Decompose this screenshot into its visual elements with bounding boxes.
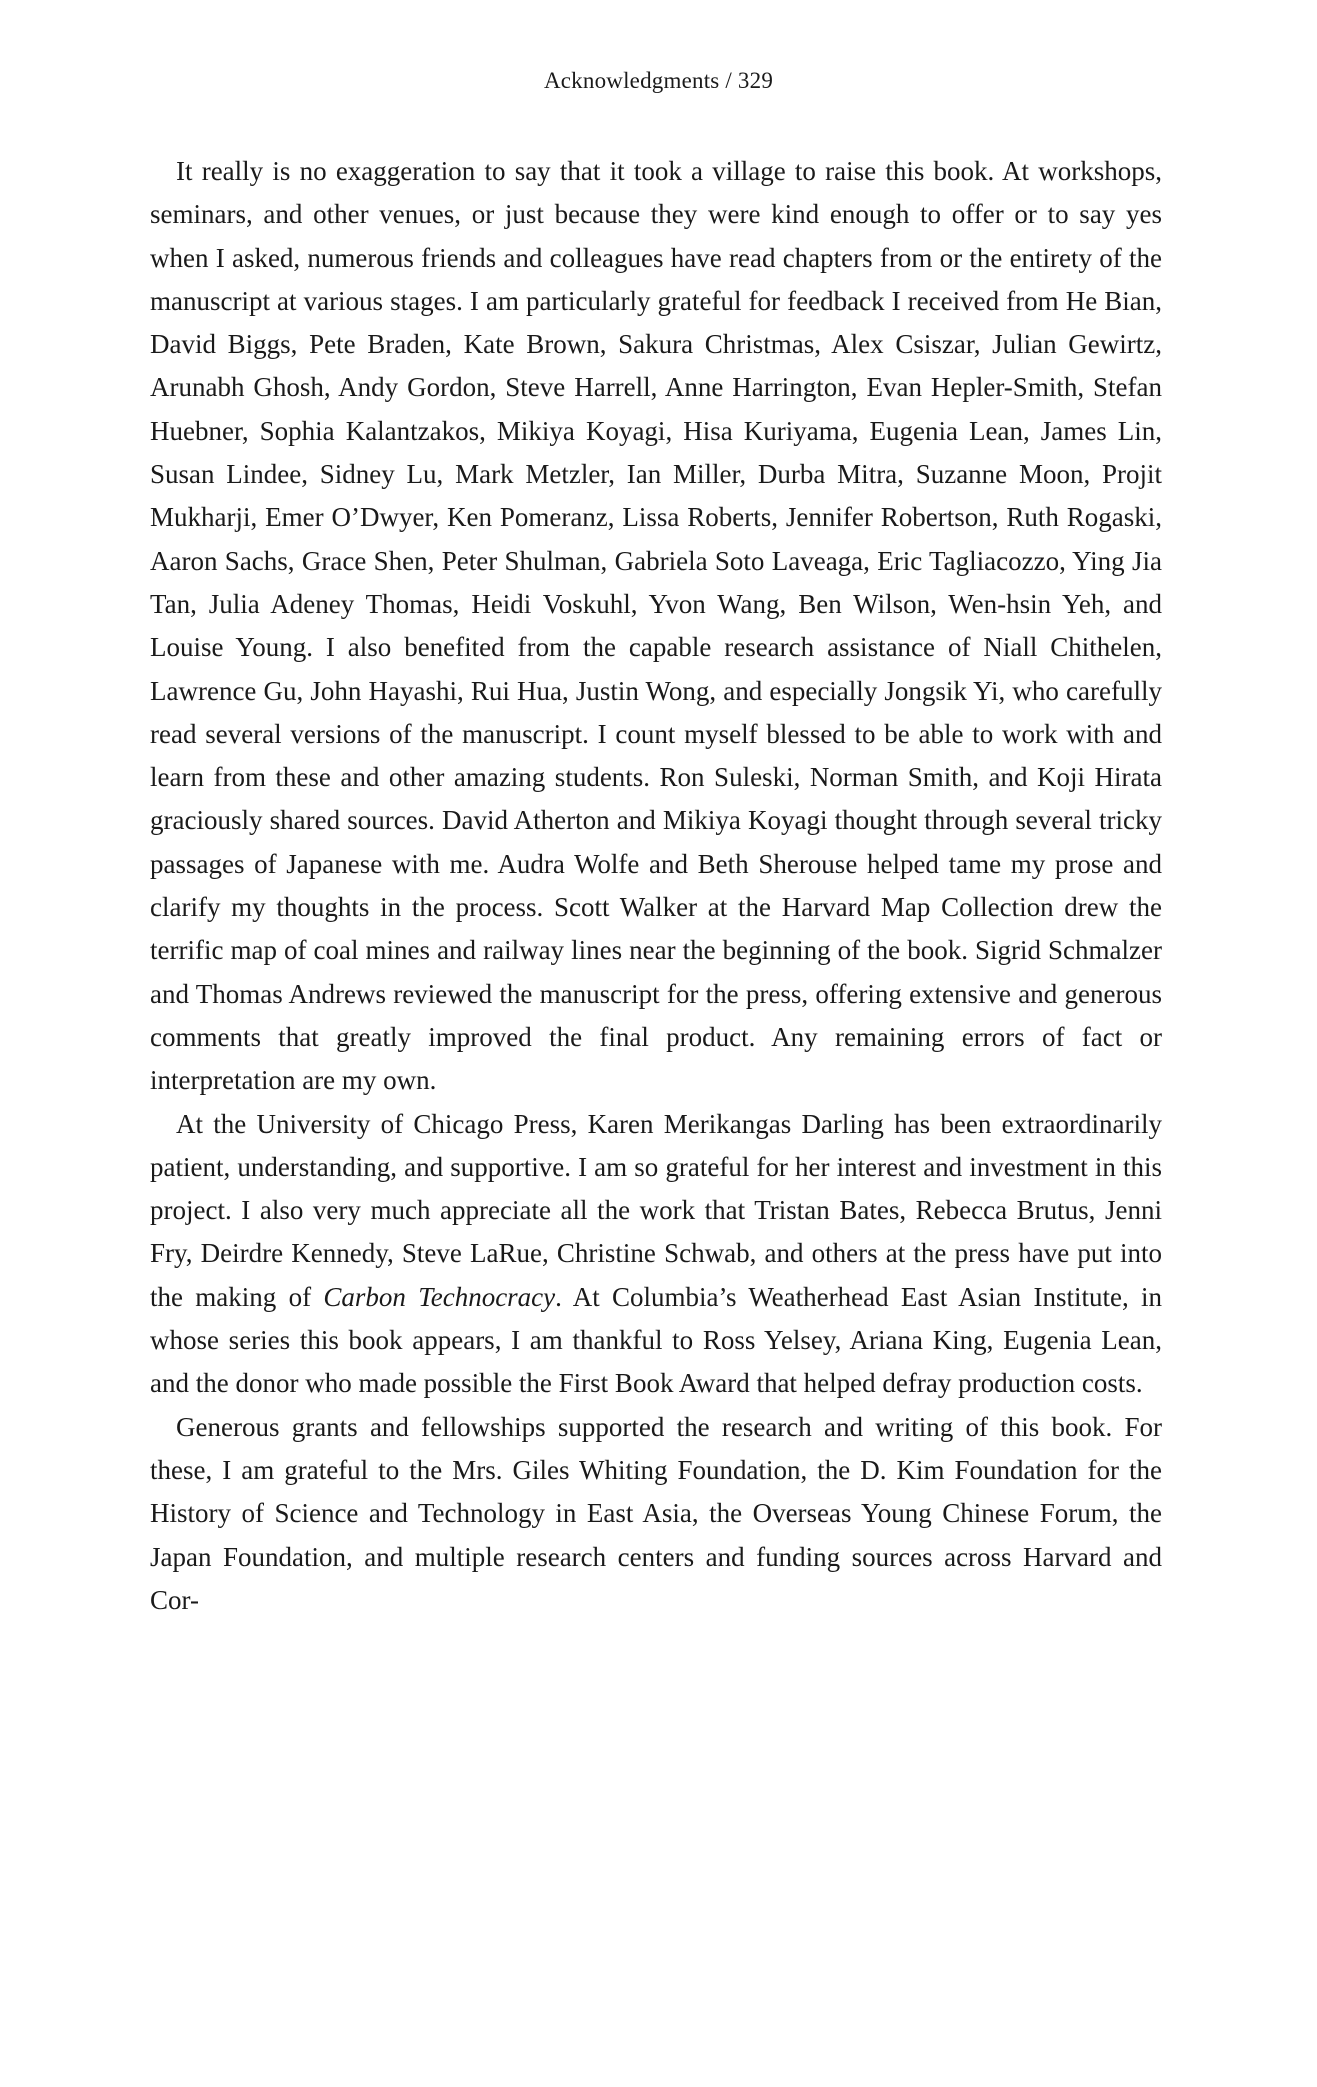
paragraph-1: It really is no exaggeration to say that it took a village to raise this book. At workshops, seminars, and other venues, or just because they were kind enough to offer or to say yes when I asked, numerous friends and colleagues have read chapters from or the entirety of the manuscript at various stages. I am particularly grateful for feedback I received from He Bian, David Biggs, Pete Braden, Kate Brown, Sakura Christmas, Alex Csiszar, Julian Gewirtz, Arunabh Ghosh, Andy Gordon, Steve Harrell, Anne Harrington, Evan Hepler-Smith, Stefan Huebner, Sophia Kalantzakos, Mikiya Koyagi, Hisa Kuriyama, Eugenia Lean, James Lin, Susan Lindee, Sidney Lu, Mark Metzler, Ian Miller, Durba Mitra, Suzanne Moon, Projit Mukharji, Emer O’Dwyer, Ken Pomeranz, Lissa Roberts, Jennifer Robertson, Ruth Rogaski, Aaron Sachs, Grace Shen, Peter Shulman, Gabriela Soto Laveaga, Eric Tagliacozzo, Ying Jia Tan, Julia Adeney Thomas, Heidi Voskuhl, Yvon Wang, Ben Wilson, Wen-hsin Yeh, and Louise Young. I also benefited from the capable research assistance of Niall Chithelen, Lawrence Gu, John Hayashi, Rui Hua, Justin Wong, and especially Jongsik Yi, who carefully read several versions of the manuscript. I count myself blessed to be able to work with and learn from these and other amazing students. Ron Suleski, Norman Smith, and Koji Hirata graciously shared sources. David Atherton and Mikiya Koyagi thought through several tricky passages of Japanese with me. Audra Wolfe and Beth Sherouse helped tame my prose and clarify my thoughts in the process. Scott Walker at the Harvard Map Collection drew the terrific map of coal mines and railway lines near the beginning of the book. Sigrid Schmalzer and Thomas Andrews reviewed the manuscript for the press, offering extensive and generous comments that greatly improved the final product. Any remaining errors of fact or interpretation are my own. [150, 156, 1162, 1096]
paragraph-2-part-2: . At Columbia’s Weatherhead East Asian Institute, in whose series this book appears, I am thankful to Ross Yelsey, Ariana King, Eugenia Lean, and the donor who made possible the First Book Award that helped defray production costs. [150, 1281, 1162, 1399]
book-title: Carbon Technocracy [323, 1281, 556, 1312]
running-head: Acknowledgments / 329 [543, 68, 774, 93]
paragraph-3: Generous grants and fellowships supported the research and writing of this book. For these, I am grateful to the Mrs. Giles Whiting Foundation, the D. Kim Foundation for the History of Science and Technology in East Asia, the Overseas Young Chinese Forum, the Japan Foundation, and multiple research centers and funding sources across Harvard and Cor- [150, 1411, 1162, 1615]
paragraph-2-part-1: At the University of Chicago Press, Karen Merikangas Darling has been extraordinarily patient, understanding, and supportive. I am so grateful for her interest and investment in this project. I also very much appreciate all the work that Tristan Bates, Rebecca Brutus, Jenni Fry, Deirdre Kennedy, Steve LaRue, Christine Schwab, and others at the press have put into the making of [150, 1108, 1162, 1312]
body-text [150, 150, 1162, 1622]
paragraph-2 [150, 1103, 1162, 1406]
